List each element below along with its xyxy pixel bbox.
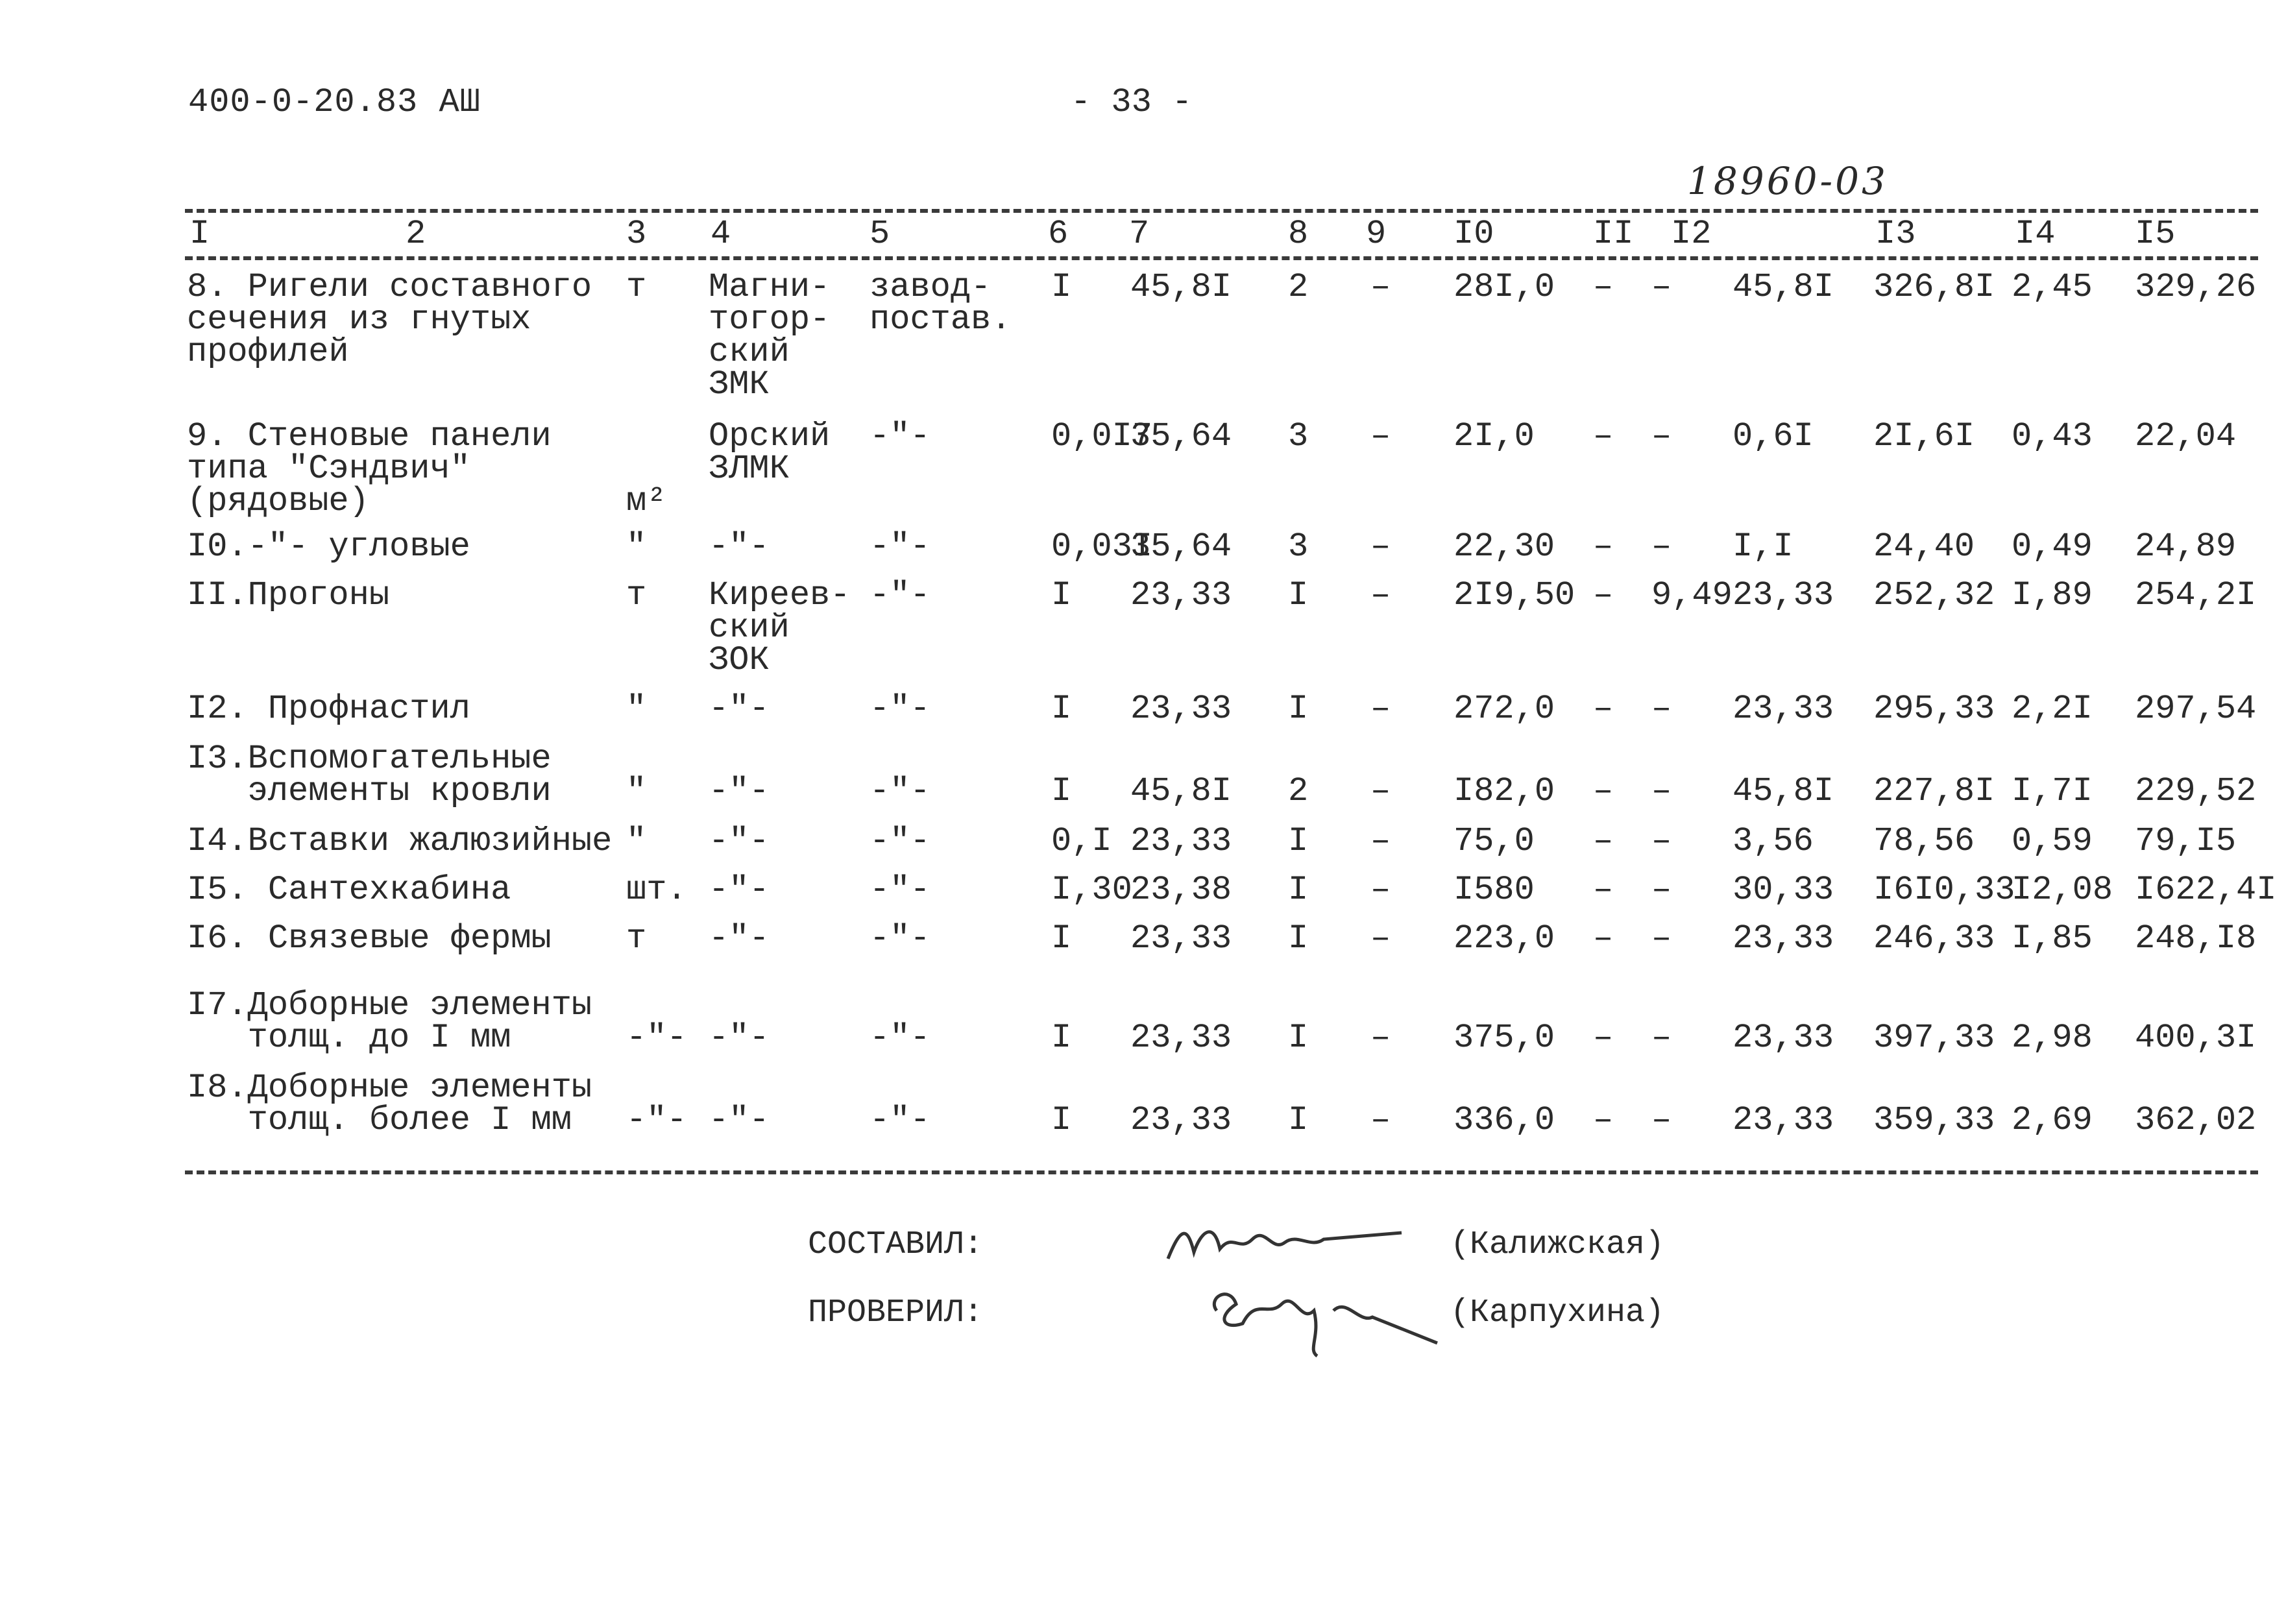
column-header: I4 bbox=[2015, 215, 2056, 253]
row-value-c8: I bbox=[1288, 871, 1309, 909]
row-supplier: ЗМК bbox=[709, 365, 770, 404]
row-value-c12a: – bbox=[1651, 822, 1672, 860]
row-unit: шт. bbox=[626, 871, 687, 909]
row-supplier: Орский bbox=[709, 417, 831, 455]
row-value-c9: – bbox=[1370, 527, 1391, 566]
row-value-c7: 23,33 bbox=[1130, 1019, 1232, 1057]
row-unit: " bbox=[626, 772, 647, 810]
row-supplier: Магни- bbox=[709, 268, 831, 306]
row-name: сечения из гнутых bbox=[187, 300, 531, 339]
row-unit: " bbox=[626, 527, 647, 566]
row-value-c11: – bbox=[1593, 822, 1614, 860]
column-header: 9 bbox=[1366, 215, 1387, 253]
row-value-c10: I580 bbox=[1453, 871, 1535, 909]
row-value-c13: 397,33 bbox=[1873, 1019, 1995, 1057]
row-value-c15: 229,52 bbox=[2135, 772, 2257, 810]
row-value-c11: – bbox=[1593, 772, 1614, 810]
row-supplier: ский bbox=[709, 333, 790, 371]
row-value-c12b: 23,33 bbox=[1733, 1019, 1834, 1057]
row-value-c10: 223,0 bbox=[1453, 919, 1555, 958]
row-value-c11: – bbox=[1593, 871, 1614, 909]
row-delivery: -"- bbox=[869, 919, 930, 958]
row-supplier: -"- bbox=[709, 690, 770, 728]
column-header: 7 bbox=[1129, 215, 1150, 253]
row-value-c13: 78,56 bbox=[1873, 822, 1975, 860]
row-name: I4.Вставки жалюзийные bbox=[187, 822, 613, 860]
column-header: 4 bbox=[711, 215, 731, 253]
row-value-c13: 227,8I bbox=[1873, 772, 1995, 810]
row-value-c14: I2,08 bbox=[2012, 871, 2113, 909]
row-value-c8: I bbox=[1288, 690, 1309, 728]
row-value-c9: – bbox=[1370, 576, 1391, 614]
row-supplier: -"- bbox=[709, 871, 770, 909]
row-value-c9: – bbox=[1370, 268, 1391, 306]
row-value-c11: – bbox=[1593, 417, 1614, 455]
row-value-c11: – bbox=[1593, 1019, 1614, 1057]
column-header: 8 bbox=[1288, 215, 1309, 253]
row-value-c12b: 30,33 bbox=[1733, 871, 1834, 909]
row-value-c12b: I,I bbox=[1733, 527, 1794, 566]
table-bottom-rule bbox=[185, 1170, 2258, 1174]
row-value-c13: 2I,6I bbox=[1873, 417, 1975, 455]
row-value-c9: – bbox=[1370, 417, 1391, 455]
row-value-c15: 22,04 bbox=[2135, 417, 2237, 455]
row-value-c15: I622,4I bbox=[2135, 871, 2277, 909]
column-header: I5 bbox=[2135, 215, 2176, 253]
row-value-c12b: 0,6I bbox=[1733, 417, 1814, 455]
row-value-c9: – bbox=[1370, 690, 1391, 728]
row-value-c10: 336,0 bbox=[1453, 1101, 1555, 1139]
column-header: II bbox=[1593, 215, 1634, 253]
row-value-c8: 3 bbox=[1288, 527, 1309, 566]
column-header: 3 bbox=[626, 215, 647, 253]
row-value-c14: 0,43 bbox=[2012, 417, 2093, 455]
row-value-c10: 272,0 bbox=[1453, 690, 1555, 728]
row-supplier: -"- bbox=[709, 1019, 770, 1057]
row-supplier: -"- bbox=[709, 772, 770, 810]
row-value-c12a: – bbox=[1651, 871, 1672, 909]
row-value-c10: 2I,0 bbox=[1453, 417, 1535, 455]
row-value-c7: 23,33 bbox=[1130, 822, 1232, 860]
row-value-c8: I bbox=[1288, 822, 1309, 860]
row-delivery: -"- bbox=[869, 527, 930, 566]
checked-signature bbox=[1204, 1272, 1450, 1379]
row-supplier: -"- bbox=[709, 527, 770, 566]
row-name: I5. Сантехкабина bbox=[187, 871, 511, 909]
row-value-c12a: 9,49 bbox=[1651, 576, 1733, 614]
row-name: профилей bbox=[187, 333, 349, 371]
column-header: 6 bbox=[1048, 215, 1069, 253]
row-value-c6: I bbox=[1051, 1101, 1072, 1139]
row-unit: т bbox=[626, 268, 647, 306]
row-value-c10: 375,0 bbox=[1453, 1019, 1555, 1057]
row-value-c15: 400,3I bbox=[2135, 1019, 2257, 1057]
column-header: I3 bbox=[1875, 215, 1916, 253]
row-delivery: -"- bbox=[869, 690, 930, 728]
row-supplier: -"- bbox=[709, 822, 770, 860]
row-name: элементы кровли bbox=[187, 772, 552, 810]
row-value-c13: 326,8I bbox=[1873, 268, 1995, 306]
row-value-c10: I82,0 bbox=[1453, 772, 1555, 810]
row-supplier: Киреев- bbox=[709, 576, 851, 614]
row-value-c15: 254,2I bbox=[2135, 576, 2257, 614]
row-value-c13: 252,32 bbox=[1873, 576, 1995, 614]
row-value-c12b: 3,56 bbox=[1733, 822, 1814, 860]
row-delivery: -"- bbox=[869, 871, 930, 909]
row-value-c8: 2 bbox=[1288, 268, 1309, 306]
row-value-c12a: – bbox=[1651, 772, 1672, 810]
row-unit: -"- bbox=[626, 1019, 687, 1057]
row-unit: " bbox=[626, 690, 647, 728]
row-name: I0.-"- угловые bbox=[187, 527, 470, 566]
row-value-c12a: – bbox=[1651, 417, 1672, 455]
row-value-c11: – bbox=[1593, 527, 1614, 566]
row-value-c12a: – bbox=[1651, 1101, 1672, 1139]
row-name: толщ. до I мм bbox=[187, 1019, 511, 1057]
row-value-c12a: – bbox=[1651, 527, 1672, 566]
row-value-c12a: – bbox=[1651, 1019, 1672, 1057]
column-header: 2 bbox=[406, 215, 426, 253]
row-value-c8: I bbox=[1288, 919, 1309, 958]
row-value-c6: 0,03I bbox=[1051, 527, 1153, 566]
row-delivery: -"- bbox=[869, 822, 930, 860]
row-value-c12b: 23,33 bbox=[1733, 1101, 1834, 1139]
row-value-c10: 28I,0 bbox=[1453, 268, 1555, 306]
row-delivery: -"- bbox=[869, 417, 930, 455]
row-supplier: ЗОК bbox=[709, 641, 770, 679]
row-value-c10: 22,30 bbox=[1453, 527, 1555, 566]
row-value-c14: I,7I bbox=[2012, 772, 2093, 810]
row-value-c12a: – bbox=[1651, 268, 1672, 306]
row-value-c10: 75,0 bbox=[1453, 822, 1535, 860]
row-value-c7: 23,38 bbox=[1130, 871, 1232, 909]
row-value-c11: – bbox=[1593, 268, 1614, 306]
row-value-c9: – bbox=[1370, 822, 1391, 860]
row-value-c14: 2,69 bbox=[2012, 1101, 2093, 1139]
document-code: 400-0-20.83 АШ bbox=[188, 83, 481, 121]
row-value-c7: 23,33 bbox=[1130, 690, 1232, 728]
column-header: I0 bbox=[1453, 215, 1494, 253]
row-value-c9: – bbox=[1370, 871, 1391, 909]
row-value-c6: I,30 bbox=[1051, 871, 1132, 909]
row-value-c8: I bbox=[1288, 1019, 1309, 1057]
row-value-c11: – bbox=[1593, 919, 1614, 958]
row-name: I8.Доборные элементы bbox=[187, 1069, 592, 1107]
row-value-c12b: 23,33 bbox=[1733, 576, 1834, 614]
row-value-c13: 359,33 bbox=[1873, 1101, 1995, 1139]
row-value-c14: I,85 bbox=[2012, 919, 2093, 958]
column-header: I2 bbox=[1671, 215, 1712, 253]
row-value-c12b: 45,8I bbox=[1733, 268, 1834, 306]
row-value-c14: 0,59 bbox=[2012, 822, 2093, 860]
row-value-c14: I,89 bbox=[2012, 576, 2093, 614]
compiled-name: (Калижская) bbox=[1450, 1226, 1665, 1263]
row-value-c11: – bbox=[1593, 1101, 1614, 1139]
row-value-c7: 23,33 bbox=[1130, 919, 1232, 958]
row-delivery: -"- bbox=[869, 772, 930, 810]
row-name: 8. Ригели составного bbox=[187, 268, 592, 306]
row-value-c13: 295,33 bbox=[1873, 690, 1995, 728]
row-name: толщ. более I мм bbox=[187, 1101, 572, 1139]
table-top-rule bbox=[185, 209, 2258, 213]
row-value-c13: 24,40 bbox=[1873, 527, 1975, 566]
row-unit: м² bbox=[626, 482, 667, 520]
row-value-c7: 35,64 bbox=[1130, 417, 1232, 455]
row-value-c7: 45,8I bbox=[1130, 772, 1232, 810]
row-value-c14: 2,98 bbox=[2012, 1019, 2093, 1057]
row-value-c7: 35,64 bbox=[1130, 527, 1232, 566]
row-value-c15: 24,89 bbox=[2135, 527, 2237, 566]
row-name: I7.Доборные элементы bbox=[187, 986, 592, 1024]
row-value-c15: 297,54 bbox=[2135, 690, 2257, 728]
row-value-c15: 329,26 bbox=[2135, 268, 2257, 306]
row-delivery: -"- bbox=[869, 576, 930, 614]
checked-label: ПРОВЕРИЛ: bbox=[808, 1294, 984, 1331]
column-header: 5 bbox=[869, 215, 890, 253]
row-value-c6: I bbox=[1051, 772, 1072, 810]
row-value-c11: – bbox=[1593, 576, 1614, 614]
row-value-c8: I bbox=[1288, 1101, 1309, 1139]
row-delivery: завод- bbox=[869, 268, 991, 306]
row-value-c15: 362,02 bbox=[2135, 1101, 2257, 1139]
row-supplier: ский bbox=[709, 609, 790, 647]
row-delivery: -"- bbox=[869, 1101, 930, 1139]
row-value-c8: 2 bbox=[1288, 772, 1309, 810]
row-unit: т bbox=[626, 919, 647, 958]
row-value-c13: I6I0,33 bbox=[1873, 871, 2015, 909]
handwritten-number: 18960-03 bbox=[1687, 159, 1888, 203]
row-name: типа "Сэндвич" bbox=[187, 450, 470, 488]
row-value-c9: – bbox=[1370, 1019, 1391, 1057]
row-value-c6: I bbox=[1051, 690, 1072, 728]
row-name: II.Прогоны bbox=[187, 576, 390, 614]
row-name: I2. Профнастил bbox=[187, 690, 470, 728]
row-value-c6: I bbox=[1051, 1019, 1072, 1057]
row-value-c12b: 23,33 bbox=[1733, 690, 1834, 728]
row-value-c6: 0,0I7 bbox=[1051, 417, 1153, 455]
row-value-c13: 246,33 bbox=[1873, 919, 1995, 958]
row-value-c8: I bbox=[1288, 576, 1309, 614]
row-value-c14: 2,45 bbox=[2012, 268, 2093, 306]
row-value-c11: – bbox=[1593, 690, 1614, 728]
row-value-c12a: – bbox=[1651, 919, 1672, 958]
row-value-c15: 79,I5 bbox=[2135, 822, 2237, 860]
checked-name: (Карпухина) bbox=[1450, 1294, 1665, 1331]
row-name: 9. Стеновые панели bbox=[187, 417, 552, 455]
row-value-c8: 3 bbox=[1288, 417, 1309, 455]
row-value-c6: 0,I bbox=[1051, 822, 1112, 860]
row-value-c12a: – bbox=[1651, 690, 1672, 728]
row-value-c6: I bbox=[1051, 576, 1072, 614]
row-supplier: -"- bbox=[709, 919, 770, 958]
row-value-c10: 2I9,50 bbox=[1453, 576, 1575, 614]
row-unit: -"- bbox=[626, 1101, 687, 1139]
row-value-c6: I bbox=[1051, 268, 1072, 306]
row-value-c14: 0,49 bbox=[2012, 527, 2093, 566]
row-value-c7: 23,33 bbox=[1130, 576, 1232, 614]
row-value-c7: 45,8I bbox=[1130, 268, 1232, 306]
row-value-c9: – bbox=[1370, 772, 1391, 810]
row-supplier: -"- bbox=[709, 1101, 770, 1139]
row-value-c9: – bbox=[1370, 919, 1391, 958]
row-delivery: -"- bbox=[869, 1019, 930, 1057]
row-value-c12b: 23,33 bbox=[1733, 919, 1834, 958]
row-unit: " bbox=[626, 822, 647, 860]
header-bottom-rule bbox=[185, 256, 2258, 260]
row-name: I6. Связевые фермы bbox=[187, 919, 552, 958]
row-supplier: тогор- bbox=[709, 300, 831, 339]
compiled-label: СОСТАВИЛ: bbox=[808, 1226, 984, 1263]
row-delivery: постав. bbox=[869, 300, 1012, 339]
row-supplier: ЗЛМК bbox=[709, 450, 790, 488]
row-unit: т bbox=[626, 576, 647, 614]
column-header: I bbox=[189, 215, 210, 253]
row-name: (рядовые) bbox=[187, 482, 369, 520]
row-value-c7: 23,33 bbox=[1130, 1101, 1232, 1139]
row-value-c6: I bbox=[1051, 919, 1072, 958]
row-name: I3.Вспомогательные bbox=[187, 740, 552, 778]
row-value-c9: – bbox=[1370, 1101, 1391, 1139]
row-value-c14: 2,2I bbox=[2012, 690, 2093, 728]
row-value-c12b: 45,8I bbox=[1733, 772, 1834, 810]
page-number: - 33 - bbox=[1071, 83, 1193, 121]
row-value-c15: 248,I8 bbox=[2135, 919, 2257, 958]
